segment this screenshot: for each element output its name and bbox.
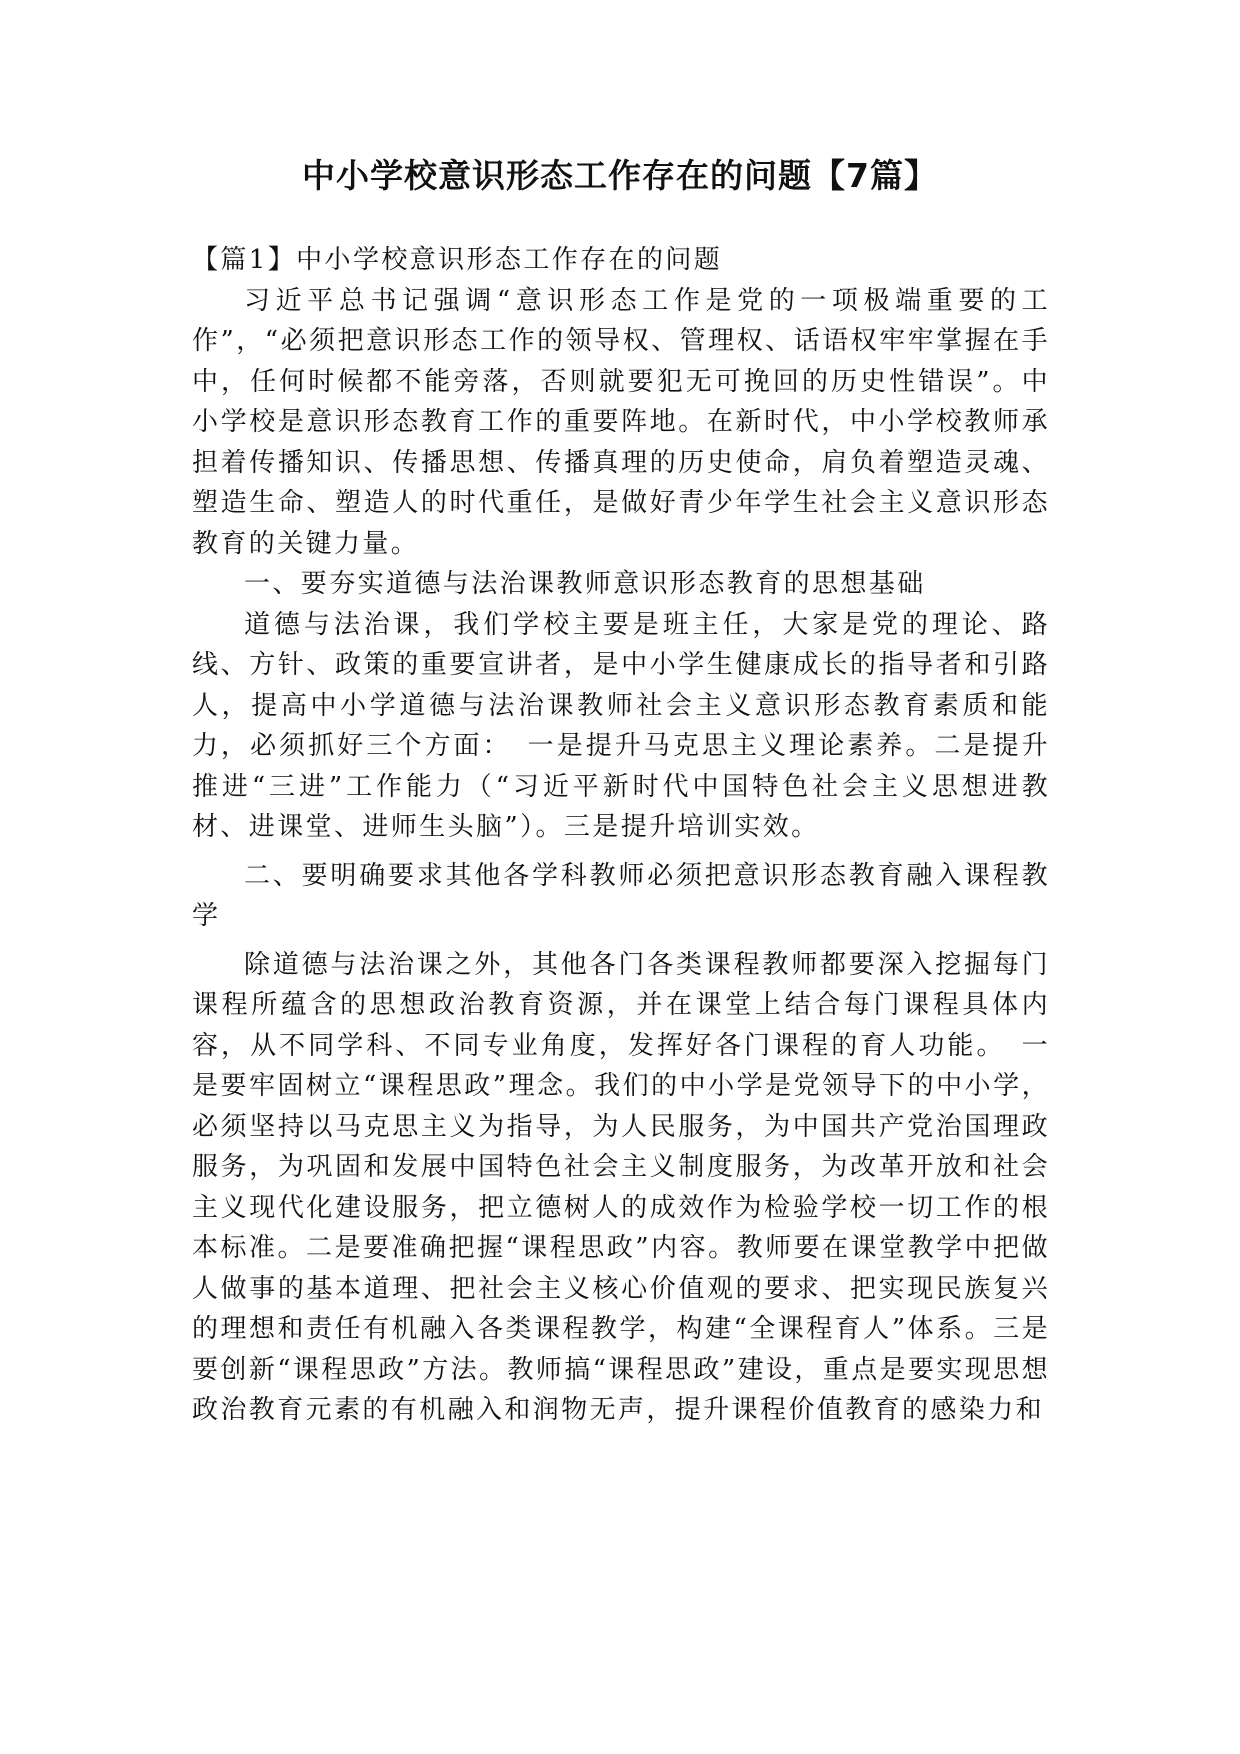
paragraph-intro: 习近平总书记强调“意识形态工作是党的一项极端重要的工作”，“必须把意识形态工作的领导权、管理权、话语权牢牢掌握在手中，任何时候都不能旁落，否则就要犯无可挽回的历史性错误”。中小学校是意识形态教育工作的重要阵地。在新时代，中小学校教师承担着传播知识、传播思想、传播真理的历史使命，肩负着塑造灵魂、塑造生命、塑造人的时代重任，是做好青少年学生社会主义意识形态教育的关键力量。 xyxy=(192,285,1050,559)
paragraph-point-one: 道德与法治课，我们学校主要是班主任，大家是党的理论、路线、方针、政策的重要宣讲者，是中小学生健康成长的指导者和引路人，提高中小学道德与法治课教师社会主义意识形态教育素质和能力，必须抓好三个方面： 一是提升马克思主义理论素养。二是提升推进“三进”工作能力（“习近平新时代中国特色社会主义思想进教材、进课堂、进师生头脑”）。三是提升培训实效。 xyxy=(192,609,1050,842)
document-title: 中小学校意识形态工作存在的问题【7篇】 xyxy=(302,156,938,195)
heading-point-two: 二、要明确要求其他各学科教师必须把意识形态教育融入课程教学 xyxy=(192,860,1050,931)
heading-point-one: 一、要夯实道德与法治课教师意识形态教育的思想基础 xyxy=(244,569,926,599)
section-heading: 【篇1】中小学校意识形态工作存在的问题 xyxy=(192,245,723,275)
paragraph-point-two: 除道德与法治课之外，其他各门各类课程教师都要深入挖掘每门课程所蕴含的思想政治教育资源，并在课堂上结合每门课程具体内容，从不同学科、不同专业角度，发挥好各门课程的育人功能。 一是要牢固树立“课程思政”理念。我们的中小学是党领导下的中小学，必须坚持以马克思主义为指导，为人民服务，为中国共产党治国理政服务，为巩固和发展中国特色社会主义制度服务，为改革开放和社会主义现代化建设服务，把立德树人的成效作为检验学校一切工作的根本标准。二是要准确把握“课程思政”内容。教师要在课堂教学中把做人做事的基本道理、把社会主义核心价值观的要求、把实现民族复兴的理想和责任有机融入各类课程教学，构建“全课程育人”体系。三是要创新“课程思政”方法。教师搞“课程思政”建设，重点是要实现思想政治教育元素的有机融入和润物无声，提升课程价值教育的感染力和 xyxy=(192,949,1050,1425)
document-body xyxy=(192,240,1050,1431)
